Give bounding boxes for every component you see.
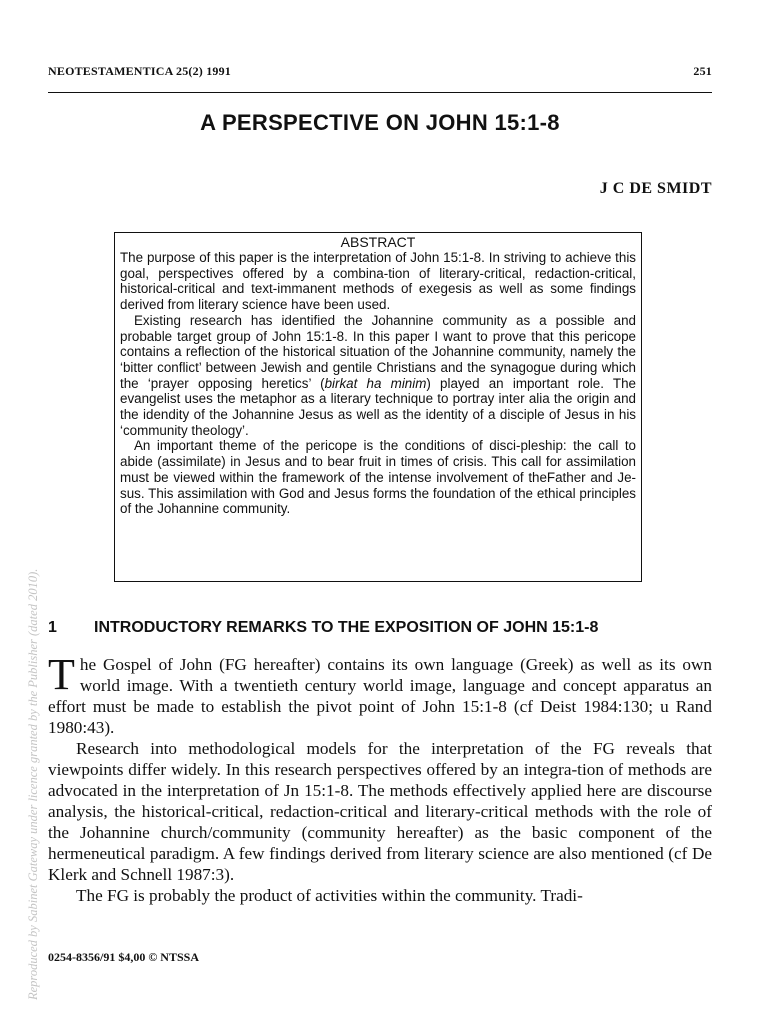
author-name: J C DE SMIDT (599, 180, 712, 197)
abstract-paragraph-2 (120, 313, 636, 439)
drop-cap: T (48, 650, 75, 699)
abstract-box (114, 232, 642, 582)
page-number: 251 (693, 64, 712, 78)
abstract-paragraph-3: An important theme of the pericope is the conditions of disci-pleship: the call to abide (assimilate) in Jesus and to bear fruit in times of crisis. This call for assimilation must be viewed within the framework of the intense involvement of theFather and Je-sus. This assimilation with God and Jesus forms the foundation of the ethical principles of the Johannine community. (120, 438, 636, 517)
body-paragraph-1-text: he Gospel of John (FG hereafter) contains its own language (Greek) as well as its own world image. With a twentieth century world image, language and concept apparatus an effort must be made to establish the pivot point of John 15:1-8 (cf Deist 1984:130; u Rand 1980:43). (48, 655, 712, 737)
body-paragraph-3: The FG is probably the product of activities within the community. Tradi- (76, 886, 583, 905)
section-heading (48, 618, 712, 637)
section-number: 1 (48, 619, 57, 636)
body-text (48, 650, 712, 906)
abstract-paragraph-2-text-a: Existing research has identified the Johannine community as a possible and probable target group of John 15:1-8. In this paper I want to prove that this pericope contains a reflection of the historical situation of the Johannine community, namely the ‘bitter conflict’ between Jewish and gentile Christians and the synagogue during which the ‘prayer opposing heretics’ ( (120, 312, 636, 391)
body-paragraph-1 (48, 650, 712, 738)
abstract-paragraph-2-text-b: ) played an important role. The evangelist uses the metaphor as a literary technique to portray inter alia the origin and the idendity of the Johannine Jesus as well as the identity of a disciple of Jesus in his ‘community theology’. (120, 375, 636, 438)
reproduction-watermark: Reproduced by Sabinet Gateway under licence granted by the Publisher (dated 2010). (26, 568, 40, 1000)
abstract-paragraph-1: The purpose of this paper is the interpretation of John 15:1-8. In striving to achieve this goal, perspectives offered by a combina-tion of literary-critical, redaction-critical, historical-critical and text-immanent methods of exegesis as well as some findings derived from literary science have been used. (120, 250, 636, 313)
body-paragraph-2: Research into methodological models for the interpretation of the FG reveals that viewpoints differ widely. In this research perspectives offered by an integra-tion of methods are advocated in the interpretation of Jn 15:1-8. The methods effectively applied here are discourse analysis, the historical-critical, redaction-critical and literary-critical methods with the role of the Johannine church/community (community hereafter) as the basic component of the hermeneutical paradigm. A few findings derived from literary science are also mentioned (cf De Klerk and Schnell 1987:3). (48, 739, 712, 884)
section-title: INTRODUCTORY REMARKS TO THE EXPOSITION OF JOHN 15:1-8 (94, 619, 599, 636)
footer-copyright: 0254-8356/91 $4,00 © NTSSA (48, 950, 199, 964)
journal-citation: NEOTESTAMENTICA 25(2) 1991 (48, 64, 231, 78)
abstract-heading: ABSTRACT (340, 234, 416, 250)
header-rule (48, 92, 712, 93)
article-title: A PERSPECTIVE ON JOHN 15:1-8 (200, 110, 560, 135)
abstract-italic-term: birkat ha minim (324, 375, 427, 391)
